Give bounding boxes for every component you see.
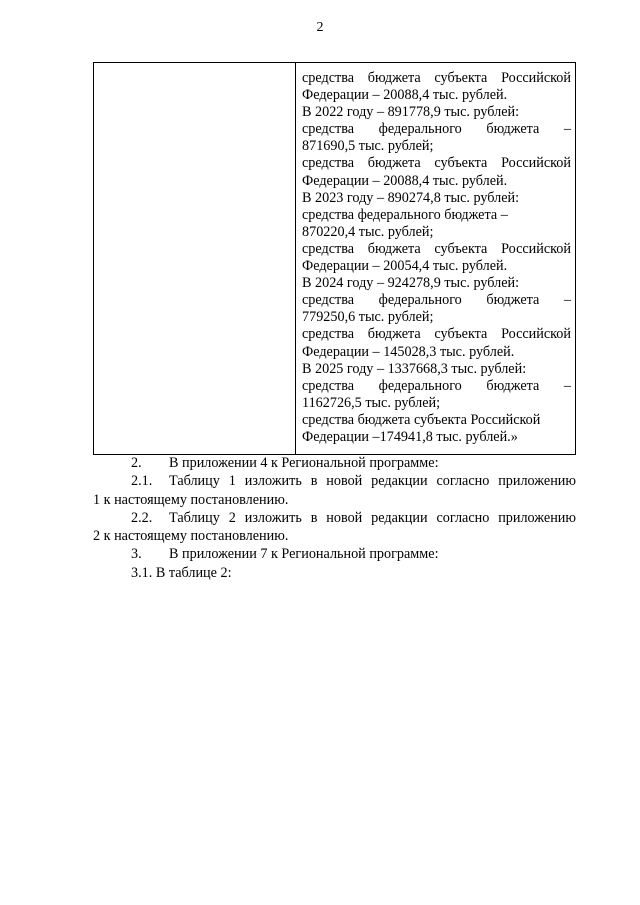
- paragraph-2-2: [93, 509, 576, 527]
- paragraph-text: Таблицу 2 изложить в новой редакции согласно приложению: [169, 509, 576, 526]
- paragraph-text: Таблицу 1 изложить в новой редакции согласно приложению: [169, 473, 576, 490]
- page-number: 2: [316, 20, 324, 35]
- table-line: средства федерального бюджета –: [302, 292, 571, 309]
- table-line: В 2023 году – 890274,8 тыс. рублей:: [302, 189, 520, 206]
- paragraph-number: 2.1.: [131, 473, 153, 490]
- paragraph-text-continuation: 1 к настоящему постановлению.: [93, 491, 289, 508]
- document-body: [93, 454, 576, 582]
- table-line: средства бюджета субъекта Российской: [302, 240, 571, 257]
- table-line: 779250,6 тыс. рублей;: [302, 309, 434, 326]
- paragraph-2-1: [93, 472, 576, 490]
- table-line: Федерации – 145028,3 тыс. рублей.: [302, 343, 515, 360]
- paragraph-3-1: 3.1. В таблице 2:: [131, 564, 232, 581]
- paragraph-text-continuation: 2 к настоящему постановлению.: [93, 528, 289, 545]
- paragraph-2: [93, 454, 576, 472]
- table-line: В 2022 году – 891778,9 тыс. рублей:: [302, 104, 520, 121]
- paragraph-text: В приложении 4 к Региональной программе:: [169, 455, 439, 471]
- table-line: средства бюджета субъекта Российской: [302, 155, 571, 172]
- paragraph-text: В приложении 7 к Региональной программе:: [169, 546, 439, 563]
- table-line: Федерации – 20054,4 тыс. рублей.: [302, 258, 508, 275]
- table-line: В 2025 году – 1337668,3 тыс. рублей:: [302, 360, 527, 377]
- table-line: Федерации – 20088,4 тыс. рублей.: [302, 87, 508, 104]
- table-line: 870220,4 тыс. рублей;: [302, 223, 434, 240]
- table-line: средства бюджета субъекта Российской: [302, 70, 571, 86]
- table-line: средства федерального бюджета –: [302, 121, 571, 138]
- paragraph-number: 2.: [131, 455, 142, 471]
- table-line: Федерации – 20088,4 тыс. рублей.: [302, 172, 508, 189]
- table-line: Федерации –174941,8 тыс. рублей.»: [302, 428, 518, 445]
- table-line: В 2024 году – 924278,9 тыс. рублей:: [302, 275, 520, 292]
- funding-cell: [302, 70, 571, 446]
- paragraph-number: 2.2.: [131, 509, 153, 526]
- table-line: средства бюджета субъекта Российской: [302, 411, 541, 428]
- table-line: 871690,5 тыс. рублей;: [302, 138, 434, 155]
- paragraph-number: 3.: [131, 546, 142, 563]
- table-line: средства федерального бюджета –: [302, 206, 508, 223]
- table-line: средства федерального бюджета –: [302, 377, 571, 394]
- column-divider: [295, 63, 296, 454]
- paragraph-3: [93, 545, 576, 563]
- table-line: 1162726,5 тыс. рублей;: [302, 394, 441, 411]
- budget-table: [93, 62, 576, 455]
- table-line: средства бюджета субъекта Российской: [302, 326, 571, 343]
